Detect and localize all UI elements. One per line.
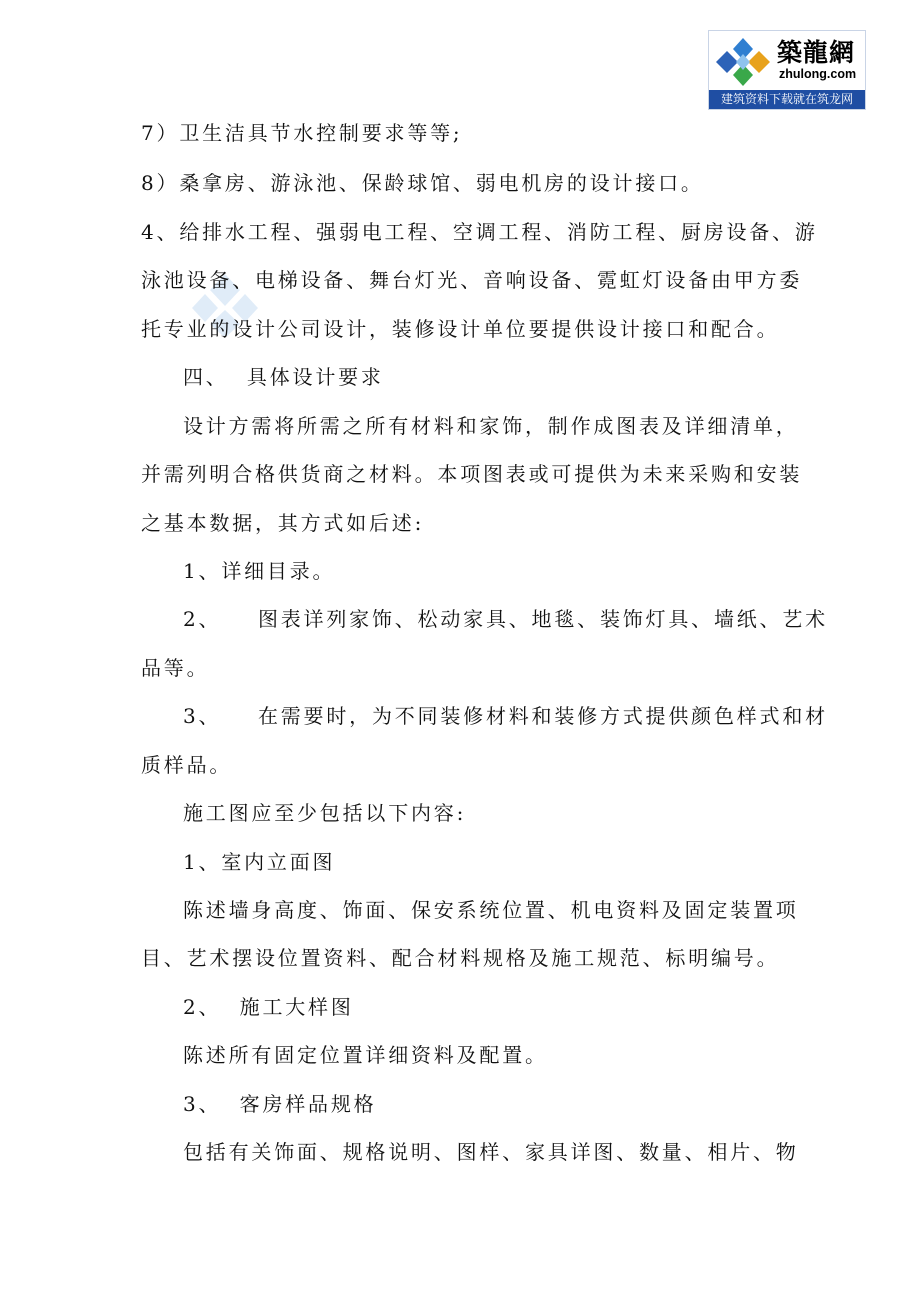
text-line: 4、给排水工程、强弱电工程、空调工程、消防工程、厨房设备、游 bbox=[141, 220, 818, 244]
text-line: 目、艺术摆设位置资料、配合材料规格及施工规范、标明编号。 bbox=[141, 946, 780, 970]
text-line: 之基本数据，其方式如后述: bbox=[141, 511, 425, 535]
list-item: 3、 在需要时，为不同装修材料和装修方式提供颜色样式和材 bbox=[183, 704, 828, 728]
text-line: 陈述所有固定位置详细资料及配置。 bbox=[183, 1043, 548, 1067]
list-item: 1、室内立面图 bbox=[183, 850, 336, 874]
text-line: 7）卫生洁具节水控制要求等等; bbox=[141, 121, 463, 145]
zhulong-logo bbox=[708, 30, 866, 110]
text-line: 8）桑拿房、游泳池、保龄球馆、弱电机房的设计接口。 bbox=[141, 171, 704, 195]
text-line: 托专业的设计公司设计，装修设计单位要提供设计接口和配合。 bbox=[141, 317, 780, 341]
list-item: 2、 图表详列家饰、松动家具、地毯、装饰灯具、墙纸、艺术 bbox=[183, 607, 828, 631]
text-line: 设计方需将所需之所有材料和家饰，制作成图表及详细清单， bbox=[183, 414, 799, 438]
text-line: 陈述墙身高度、饰面、保安系统位置、机电资料及固定装置项 bbox=[183, 898, 799, 922]
text-line: 并需列明合格供货商之材料。本项图表或可提供为未来采购和安装 bbox=[141, 462, 803, 486]
text-line: 品等。 bbox=[141, 656, 210, 680]
list-item: 3、 客房样品规格 bbox=[183, 1092, 377, 1116]
list-item: 2、 施工大样图 bbox=[183, 995, 354, 1019]
zhulong-diamond-logo-icon bbox=[713, 36, 773, 88]
text-line: 施工图应至少包括以下内容: bbox=[183, 801, 467, 825]
text-line: 质样品。 bbox=[141, 753, 233, 777]
logo-domain: zhulong.com bbox=[779, 67, 857, 81]
text-line: 包括有关饰面、规格说明、图样、家具详图、数量、相片、物 bbox=[183, 1140, 799, 1164]
list-item: 1、详细目录。 bbox=[183, 559, 336, 583]
text-line: 泳池设备、电梯设备、舞台灯光、音响设备、霓虹灯设备由甲方委 bbox=[141, 268, 803, 292]
logo-slogan: 建筑资料下载就在筑龙网 bbox=[709, 90, 865, 109]
section-heading: 四、 具体设计要求 bbox=[183, 365, 384, 389]
logo-chinese-name: 築龍網 bbox=[777, 38, 856, 67]
